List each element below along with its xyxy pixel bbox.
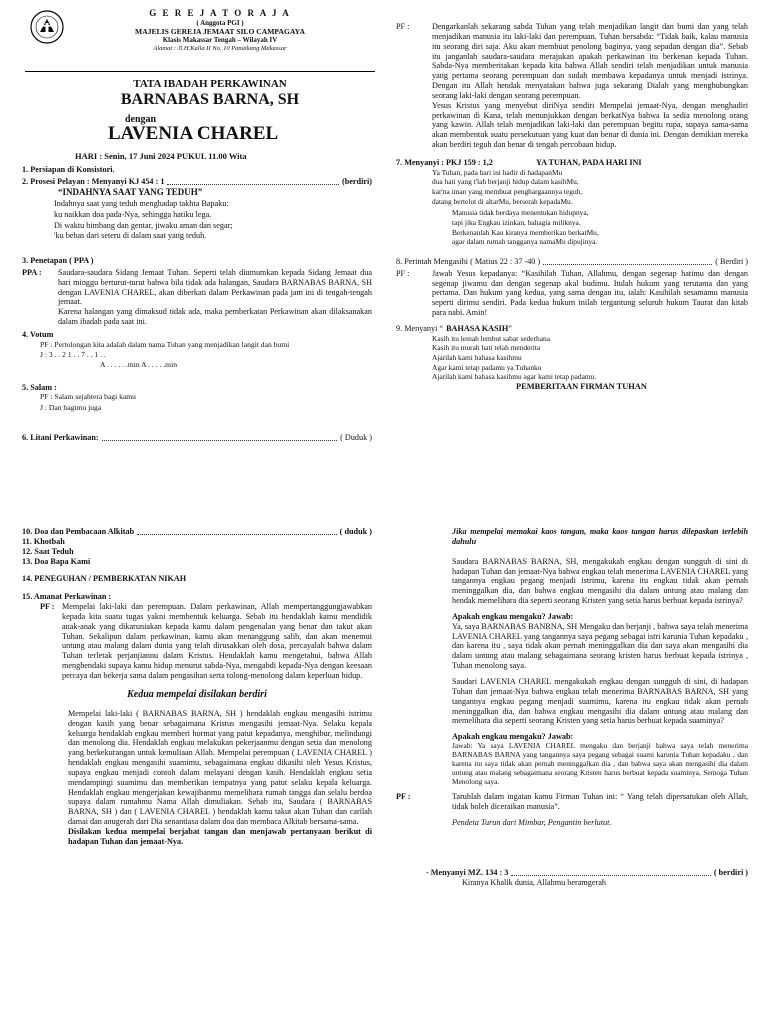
- step-10-label: 10. Doa dan Pembacaan Alkitab: [22, 527, 135, 536]
- step-7-song-title: YA TUHAN, PADA HARI INI: [536, 157, 642, 167]
- step-9-label: 9. Menyanyi “: [396, 323, 444, 333]
- order-part-4: [396, 527, 748, 888]
- votum-pf: PF : Pertolongan kita adalah dalam nama Tuhan yang menjadikan langit dan bumi: [40, 339, 290, 349]
- with-word: dengan: [125, 114, 157, 125]
- step-12: 12. Saat Teduh: [22, 546, 74, 556]
- step-10: [22, 527, 372, 537]
- question-bride: Saudari LAVENIA CHAREL mengakukah engkau dengan sungguh di sini, di hadapan Tuhan dan jemaat-Nya bahwa engkau telah menerima BARNABAS BARNA, SH yang tangannya engkau pegang menjadi suamimu, karena itu engkau tidak akan pernah meninggalkan dia, dan bahwa engkau mengasihi dia dalam untung atau malang dan memelihara dia seperti seorang Kristen yang setia harus berbuat kepada suaminya?: [452, 676, 748, 726]
- bride-name: LAVENIA CHAREL: [108, 123, 279, 144]
- title-block: [60, 78, 360, 109]
- step-7-lyrics-1: Ya Tuhan, pada hari ini hadir di hadapanMu dua hati yang t'lah berjanji hidup dalam kasihMu, kar'na iman yang membuat penghargaannya teguh, datang bertelut di altarMu, berserah kepadaMu.: [432, 167, 583, 206]
- order-part-3: [22, 527, 372, 847]
- step-4-label: 4. Votum: [22, 330, 54, 340]
- step-2-label: 2. Prosesi Pelayan : Menyanyi KJ 454 : 1: [22, 176, 165, 186]
- step-8: [396, 257, 748, 267]
- member-tag: ( Anggota PGI ): [196, 18, 244, 27]
- order-part-2: [396, 22, 748, 392]
- step-13: 13. Doa Bapa Kami: [22, 556, 91, 566]
- pf-text: Dengarkanlah sekarang sabda Tuhan yang telah menjadikan langit dan bumi dan yang telah menjadikan manusia itu laki-laki dan perempuan. Tuhan bersabda: “Tidak baik, kalau manusia itu seorang diri saja. Aku akan membuat penolong baginya, yang sepadan dengan dia”. Sebab itu janganlah saudara-saudara merajukan apakah perkawinan itu berkenan kepada Tuhan. Sabda-Nya memberitakan kepada kita bahwa Allah sendiri telah menjadikan untuk manusia yang pertama seorang perempuan dan sudah membawa kepadanya untuk menjadi istrinya. Dengan itu Allah hendak menyatakan bahwa juga sekarang Dialah yang menghubungkan seorang laki-laki dengan seorang perempuan.: [432, 22, 748, 100]
- council-name: MAJELIS GEREJA JEMAAT SILO CAMPAGAYA: [135, 27, 305, 37]
- step-10-posture: ( duduk ): [339, 527, 372, 536]
- step-8-text: [396, 269, 748, 318]
- step-14: 14. PENEGUHAN / PEMBERKATAN NIKAH: [22, 574, 187, 584]
- step-9-song-title: BAHASA KASIH: [446, 323, 509, 333]
- step-9: [396, 324, 748, 334]
- letterhead: [70, 8, 370, 52]
- dotted-leader: [543, 257, 712, 265]
- answer-bride-label: Apakah engkau mengaku? Jawab:: [452, 732, 574, 742]
- votum-j: J : 3 . . 2 1 . . 7 . . 1 . .: [40, 350, 106, 360]
- pf-text-2: Yesus Kristus yang menyebut diriNya sendiri Mempelai jemaat-Nya, dengan menghadiri perkawinan di Kana, telah menunjukkan dengan berkatNya bahwa Ia sedia menolong orang yang kawin. Allah telah menjadikan laki-laki dan perempuan begitu rupa, supaya sama-sama akan membentuk suatu persekutuan yang kuat dan benar di dunia ini. Dengan demikian mereka akan berdiri teguh dan benar di tengah percobaan hidup.: [432, 100, 748, 150]
- pf-reading: [396, 22, 748, 150]
- step-9-lyrics: Kasih itu lemah lembut sabar sederhana Kasih itu murah hati telah menderita Ajarilah kami bahasa kasihmu Agar kami tetap padamu ya Tuhanku Ajarilah kami bahasa kasihmu agar kami tetap padamu.: [432, 333, 597, 382]
- dotted-leader: [167, 177, 339, 185]
- song-title: “INDAHNYA SAAT YANG TEDUH”: [58, 186, 203, 197]
- step-5: [22, 392, 372, 413]
- pf-closing-text: Taruhlah dalam ingatan kamu Firman Tuhan ini: “ Yang telah dipersatukan oleh Allah, tidak boleh diceraikan manusia”.: [452, 792, 748, 812]
- step-6-label: 6. Litani Perkawinan:: [22, 432, 99, 442]
- classis-name: Klasis Makassar Tengah – Wilayah IV: [162, 36, 278, 45]
- groom-name: BARNABAS BARNA, SH: [120, 91, 300, 109]
- step-15-label: 15. Amanat Perkawinan :: [22, 592, 112, 602]
- final-song-label: - Menyanyi MZ. 134 : 3: [426, 867, 509, 877]
- pf-label: PF :: [396, 268, 410, 278]
- answer-groom: Ya, saya BARNABAS BANRNA, SH Mengaku dan berjanji , bahwa saya telah menerima LAVENIA CHAREL yang tangannya saya pegang sebagai istri karunia Tuhan kepadaku , dan karena itu , saya tidak akan pernah meninggalkan dia dan saya akan mengasihi dia dalam untung atau malang sebagaimana seorang kristen harus berbuat kepada istrinya , Tuhan menolong saya.: [452, 621, 748, 671]
- pastor-note: Pendeta Turun dari Mimbar, Pengantin berlutut.: [452, 818, 612, 828]
- church-logo-icon: [30, 10, 64, 44]
- step-7: [396, 158, 748, 168]
- dotted-leader: [137, 527, 337, 535]
- votum-a: A . . . . . .min A . . . . .min: [100, 360, 178, 370]
- pf-label: PF :: [40, 602, 55, 612]
- church-name: G E R E J A T O R A J A: [149, 8, 291, 18]
- pf-label: PF :: [396, 792, 411, 802]
- pf-label: PF :: [396, 22, 410, 31]
- ppa-label: PPA :: [22, 267, 42, 277]
- section-heading: PEMBERITAAN FIRMAN TUHAN: [516, 381, 647, 391]
- commandment-text: Jawab Yesus kepadanya: “Kasihilah Tuhan, Allahmu, dengan segenap hatimu dan dengan segenap jiwamu dan dengan segenap akal budimu. Itulah hukum yang terutama dan yang pertama. Dan hukum yang kedua, yang sama dengan itu, ialah: Kasihilah sesamamu manusia seperti dirimu sendiri. Pada kedua hukum inilah tergantung seluruh hukum Taurat dan kitab para nabi. Amin!: [432, 268, 748, 318]
- step-1: 1. Persiapan di Konsistori.: [22, 165, 115, 174]
- answer-groom-label: Apakah engkau mengaku? Jawab:: [452, 611, 574, 621]
- step-15: [22, 602, 372, 681]
- step-8-posture: ( Berdiri ): [715, 256, 748, 266]
- answer-bride: Jawab: Ya saya LAVENIA CHAREL mengaku dan berjanji bahwa saya telah menerima BARNABAS BARNA yang tangannya saya pegang sebagai suami karunia Tuhan kepadaku , dan karena itu saya tidak akan pernah meninggalkan dia , dan bahwa saya akan mengasihi dia dalam untung atau malang sebagaimana seorang Kristen harus berbuat kepada suaminya, Semoga Tuhan Menolong saya.: [452, 741, 748, 786]
- step-2: [22, 177, 372, 187]
- step-2-posture: (berdiri): [341, 176, 372, 186]
- step-6: [22, 433, 372, 443]
- pf-closing: [396, 792, 748, 812]
- handshake-instruction: Disilakan kedua mempelai berjabat tangan dan menjawab pertanyaan berikut di hadapan Tuhan dan jemaat-Nya.: [68, 826, 372, 846]
- subheading: Kedua mempelai disilakan berdiri: [127, 688, 267, 700]
- step-3-label: 3. Penetapan ( PPA ): [22, 256, 94, 266]
- song-lyrics: Indahnya saat yang teduh menghadap takhta Bapaku: ku naikkan doa pada-Nya, sehingga hatiku lega. Di waktu bimbang dan gentar, jiwaku aman dan segar; 'ku bebas dari seteru di dalam saat yang teduh.: [54, 199, 233, 241]
- final-song: [396, 868, 748, 878]
- step-11: 11. Khotbah: [22, 536, 65, 546]
- salam-pf: PF : Salam sejahtera bagi kamu: [40, 392, 136, 402]
- mandate-body: Mempelai laki-laki ( BARNABAS BARNA, SH ) hendaklah engkau mengasihi istrimu dengan kasih yang benar sebagaimana Kristus mengasihi jemaat-Nya. Selaku kepala keluarga hendaklah engkau memberi hormat yang patut kepadanya, menghibur, melindungi dan menolong dia. Hendaklah engkau melakukan pekerjaanmu dengan setia dan menolong yang berkekurangan untuk kemuliaan Allah. Mempelai perempuan ( LAVENIA CHAREL ) hendaklah engkau mengasihi suamimu, sebagaimana engkau dikasihi oleh Yesus Kristus, supaya engkau menjadi contoh dalam melayani dengan kasih. Hendaklah engkau setia mendampingi suamimu dan memberikan tempatnya yang patut selaku kepala keluarga. Hendaklah engkau mengerjakan kewajibanmu memelihara rumah tangga dan selalu berdoa supaya dalam rumahmu Nama Allah dimuliakan. Sebab itu, Saudara ( BARNABAS BARNA, SH ) dan ( LAVENIA CHAREL ) hendaklah kamu takut akan Tuhan dan carilah damai dan anugerah dari Dia senantiasa dalam doa dan membaca Alkitab bersama-sama.: [68, 708, 372, 827]
- step-6-posture: ( Duduk ): [340, 432, 372, 442]
- final-song-posture: ( berdiri ): [713, 867, 748, 877]
- dotted-leader: [511, 868, 711, 876]
- step-4: [22, 340, 372, 371]
- ppa-text: Saudara-saudara Sidang Jemaat Tuhan. Seperti telah diumumkan kepada Sidang Jemaat dua hari minggu berturut-turut bahwa bila tidak ada halangan, Saudara BARNABAS BARNA, SH dengan LAVENIA CHAREL, akan diberkati dalam Perkawinan pada jam ini di tengah-tengah jemaat.: [58, 267, 372, 307]
- header-divider: [25, 71, 375, 72]
- step-7-lyrics-2: Manusia tidak berdaya menentukan hidupnya, tapi jika Engkau izinkan, bahagia miliknya. Berkenanlah Kau kiranya memberikan berkatMu, agar dalam rumah tangganya namaMu dipujinya.: [452, 208, 599, 247]
- service-date: HARI : Senin, 17 Juni 2024 PUKUL 11.00 Wita: [75, 151, 247, 161]
- mandate-text: Mempelai laki-laki dan perempuan. Dalam perkawinan, Allah mempertanggungjawabkan kepada kita suatu tugas yakni membentuk keluarga. Sebab itu hendaklah kamu mendidik anak-anak yang dikaruniakan kepada kamu dalam pengenalan yang benar dan takut akan Tuhan. Sekalipun dalam perkawinan, kamu akan menanggung salib, dan akan menemui untung atau malang dalam dunia yang telah dirusakkan oleh dosa, percayalah bahwa dalam Tuhan terletak perjanjiannu dalam Kristus. Hendaklah kamu mengetahui, bahwa Allah menghendaki supaya kamu hidup menurut sabda-Nya, mengabdi kepada-Nya dengan keesaan percaya dan bekerja sama dalam pengasihan serta tolong-menolong dalam keperluan hidup.: [62, 602, 372, 680]
- address: Alamat : Jl.H.Kalla II No. 10 Panaikang Makassar: [153, 44, 287, 52]
- salam-j: J : Dan bagimu juga: [40, 402, 102, 412]
- gloves-note: Jika mempelai memakai kaos tangan, maka kaos tangan harus dilepaskan terlebih dahulu: [452, 527, 748, 546]
- step-7-label: 7. Menyanyi : PKJ 159 : 1,2: [396, 157, 493, 167]
- step-8-label: 8. Perintah Mengasihi ( Matius 22 : 37 -40 ): [396, 256, 541, 266]
- dotted-leader: [102, 433, 338, 441]
- step-5-label: 5. Salam :: [22, 382, 57, 392]
- final-song-line: Kiranya Khalik dunia, Allahmu beramgerah: [462, 877, 606, 887]
- order-part-1: [22, 165, 372, 443]
- step-9-quote: ”: [508, 323, 512, 333]
- question-groom: Saudara BARNABAS BARNA, SH, mengakukah engkau dengan sungguh di sini di hadapan Tuhan dan jemaat-Nya bahwa engkau telah menerima LAVENIA CHAREL yang tangannya engkau pegang menjadi istrimu, karena itu engkau tidak akan pernah meninggalkan dia, dan bahwa engkau mengasihi dia dalam untung atau malang dan hendak memelihara dia seperti seorang Kristen yang setia harus berbuat kepada istrinya?: [452, 556, 748, 606]
- service-title: TATA IBADAH PERKAWINAN: [133, 78, 287, 90]
- ppa-text-2: Karena halangan yang dimaksud tidak ada, maka pemberkatan Perkawinan akan dilaksanakan dalam ibadah pada saat ini.: [58, 307, 372, 327]
- step-3: [22, 268, 372, 327]
